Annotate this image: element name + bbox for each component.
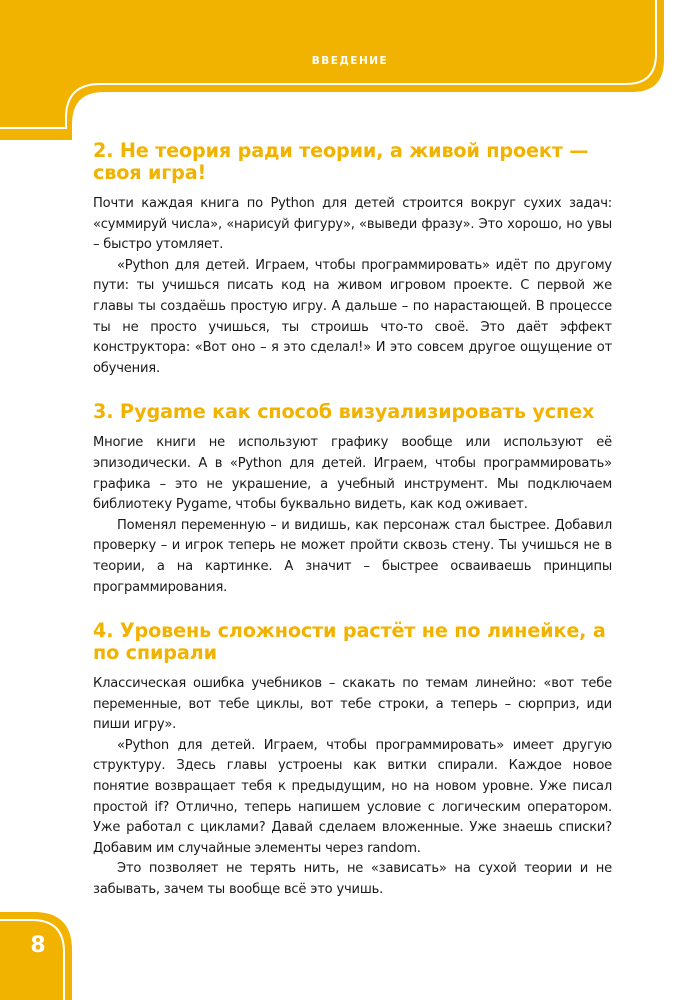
header-band	[0, 0, 664, 140]
paragraph: «Python для детей. Играем, чтобы программировать» идёт по другому пути: ты учишься писать код на живом игровом проекте. С первой же главы ты создаёшь простую игру. А дальше – по нарастающей. В процессе ты не просто учишься, ты строишь что-то своё. Это даёт эффект конструктора: «Вот оно – я это сделал!» И это совсем другое ощущение от обучения.	[93, 257, 612, 376]
paragraph: Многие книги не используют графику вообще или используют её эпизодически. А в «Python для детей. Играем, чтобы программировать» графика – это не украшение, а учебный инструмент. Мы подключаем библиотеку Pygame, чтобы буквально видеть, как код оживает.	[93, 435, 612, 513]
paragraph: Это позволяет не терять нить, не «зависать» на сухой теории и не забывать, зачем ты вообще всё это учишь.	[93, 861, 612, 898]
section-title: 2. Не теория ради теории, а живой проект — своя игра!	[93, 139, 589, 184]
chapter-header-label: ВВЕДЕНИЕ	[311, 55, 389, 67]
section-2	[93, 140, 612, 379]
page-number-text: 8	[30, 933, 46, 958]
section-title: 4. Уровень сложности растёт не по линейке, а по спирали	[93, 619, 606, 665]
main-content	[93, 140, 612, 923]
section-title: 3. Pygame как способ визуализировать успех	[93, 400, 595, 424]
section-3	[93, 401, 612, 598]
paragraph: Поменял переменную – и видишь, как персонаж стал быстрее. Добавил проверку – и игрок теперь не может пройти сквозь стену. Ты учишься не в теории, а на картинке. А значит – быстрее осваиваешь принципы программирования.	[93, 517, 612, 595]
paragraph: Классическая ошибка учебников – скакать по темам линейно: «вот тебе переменные, вот тебе циклы, вот тебе строки, а теперь – сюрприз, иди пиши игру».	[93, 676, 612, 733]
page-number	[8, 933, 68, 958]
paragraph: Почти каждая книга по Python для детей строится вокруг сухих задач: «суммируй числа», «нарисуй фигуру», «выведи фразу». Это хорошо, но увы – быстро утомляет.	[93, 196, 612, 253]
section-4	[93, 620, 612, 901]
paragraph: «Python для детей. Играем, чтобы программировать» имеет другую структуру. Здесь главы устроены как витки спирали. Каждое новое понятие возвращает тебя к предыдущим, но на новом уровне. Уже писал простой if? Отлично, теперь напишем условие с логическим оператором. Уже работал с циклами? Давай сделаем вложенные. Уже знаешь списки? Добавим им случайные элементы через random.	[93, 737, 612, 856]
